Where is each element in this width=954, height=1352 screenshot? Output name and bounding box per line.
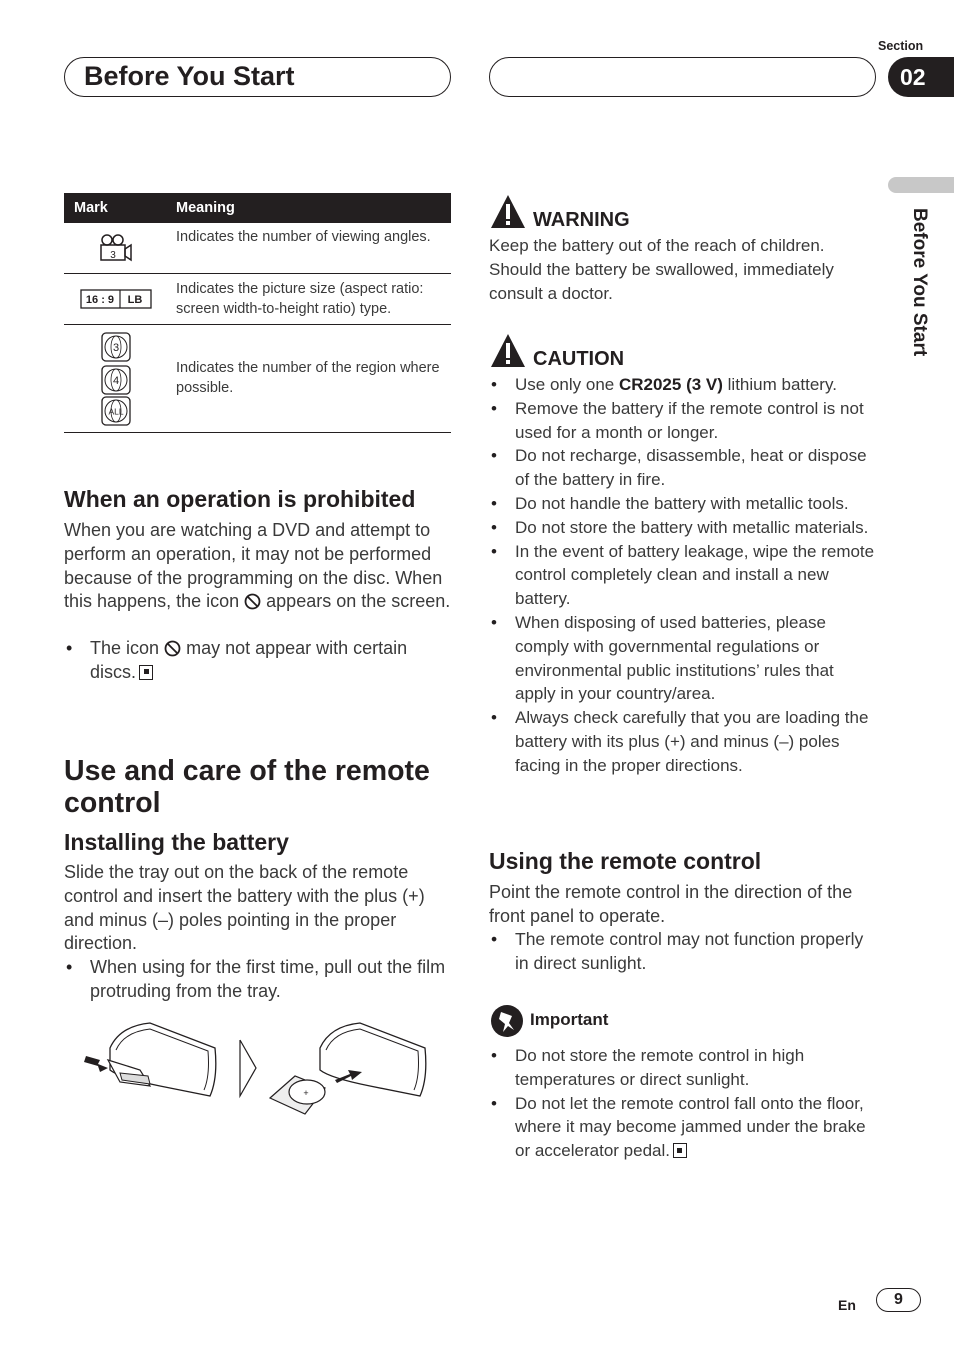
table-row	[64, 223, 451, 274]
install-battery-heading: Installing the battery	[64, 829, 289, 855]
caution-icon	[489, 332, 527, 370]
important-title: Important	[530, 1010, 609, 1029]
battery-install-illustration	[80, 1018, 440, 1118]
table-row	[64, 325, 451, 433]
angle-number: 3	[110, 250, 116, 261]
table-cell-meaning: Indicates the picture size (aspect ratio: screen width-to-height ratio) type.	[176, 281, 424, 317]
important-list	[489, 1044, 879, 1163]
caution-title: CAUTION	[533, 348, 625, 370]
prohibited-icon	[244, 593, 261, 610]
list-item: • Do not handle the battery with metallic tools.	[489, 492, 879, 516]
using-remote-bullets	[489, 928, 879, 976]
install-battery-text: Slide the tray out on the back of the remote control and insert the battery with the plus (+) and minus (–) poles pointing in the proper direction.	[64, 862, 425, 954]
prohibited-icon	[164, 640, 181, 657]
warning-icon	[489, 193, 527, 231]
caution-list	[489, 373, 879, 778]
page-number: 9	[876, 1288, 921, 1312]
list-item: • Do not recharge, disassemble, heat or dispose of the battery in fire.	[489, 444, 879, 492]
table-header	[64, 193, 451, 223]
end-of-section-icon	[139, 665, 153, 680]
list-item: • Do not store the remote control in high temperatures or direct sunlight.	[489, 1044, 879, 1092]
using-remote-text: Point the remote control in the direction of the front panel to operate.	[489, 882, 853, 926]
region-globe-icons	[100, 331, 132, 427]
section-number-badge: 02	[888, 57, 954, 97]
list-item: • The icon may not appear with certain discs.	[64, 637, 456, 685]
table-cell-meaning: Indicates the number of viewing angles.	[176, 229, 431, 245]
list-item: • Use only one CR2025 (3 V) lithium battery.	[489, 373, 879, 397]
install-bullets	[64, 956, 456, 1004]
language-label: En	[838, 1297, 856, 1313]
list-item: • Do not store the battery with metallic materials.	[489, 516, 879, 540]
warning-text: Keep the battery out of the reach of children. Should the battery be swallowed, immediately consult a doctor.	[489, 236, 834, 303]
page-title: Before You Start	[84, 61, 295, 91]
list-item: • In the event of battery leakage, wipe the remote control completely clean and install a new battery.	[489, 540, 879, 611]
remote-care-heading: Use and care of the remote control	[64, 755, 430, 819]
prohibited-paragraph: When you are watching a DVD and attempt to perform an operation, it may not be performed because of the programming on the disc. When this happens, the icon appears on the screen.	[64, 520, 451, 612]
warning-title: WARNING	[533, 209, 630, 231]
svg-text:LB: LB	[127, 294, 143, 306]
table-cell-meaning: Indicates the number of the region where possible.	[176, 360, 440, 396]
list-item: • Always check carefully that you are loading the battery with its plus (+) and minus (–) poles facing in the proper directions.	[489, 706, 879, 777]
svg-text:+: +	[303, 1088, 309, 1098]
prohibited-bullets	[64, 637, 456, 685]
prohibited-heading: When an operation is prohibited	[64, 486, 416, 512]
important-icon	[490, 1004, 524, 1038]
svg-text:3: 3	[112, 342, 120, 354]
list-item: • When using for the first time, pull out the film protruding from the tray.	[64, 956, 456, 1004]
side-tab-label: Before You Start	[909, 208, 930, 357]
side-tab-marker	[888, 177, 954, 193]
using-remote-heading: Using the remote control	[489, 848, 762, 874]
table-row	[64, 274, 451, 325]
aspect-ratio-icon	[80, 288, 152, 310]
section-label: Section	[878, 39, 924, 53]
svg-text:4: 4	[112, 375, 120, 387]
list-item: • Do not let the remote control fall onto the floor, where it may become jammed under the brake or accelerator pedal.	[489, 1092, 879, 1163]
end-of-section-icon	[673, 1143, 687, 1158]
header-blank-frame	[489, 57, 876, 97]
marks-table	[64, 193, 451, 433]
list-item: • Remove the battery if the remote control is not used for a month or longer.	[489, 397, 879, 445]
list-item: • The remote control may not function properly in direct sunlight.	[489, 928, 879, 976]
column-header-mark: Mark	[74, 200, 108, 216]
camera-angle-icon	[98, 233, 134, 263]
list-item: • When disposing of used batteries, please comply with governmental regulations or environmental public institutions’ rules that apply in your country/area.	[489, 611, 879, 706]
column-header-meaning: Meaning	[176, 200, 235, 216]
svg-text:16 : 9: 16 : 9	[85, 294, 115, 306]
svg-text:ALL: ALL	[108, 406, 124, 417]
